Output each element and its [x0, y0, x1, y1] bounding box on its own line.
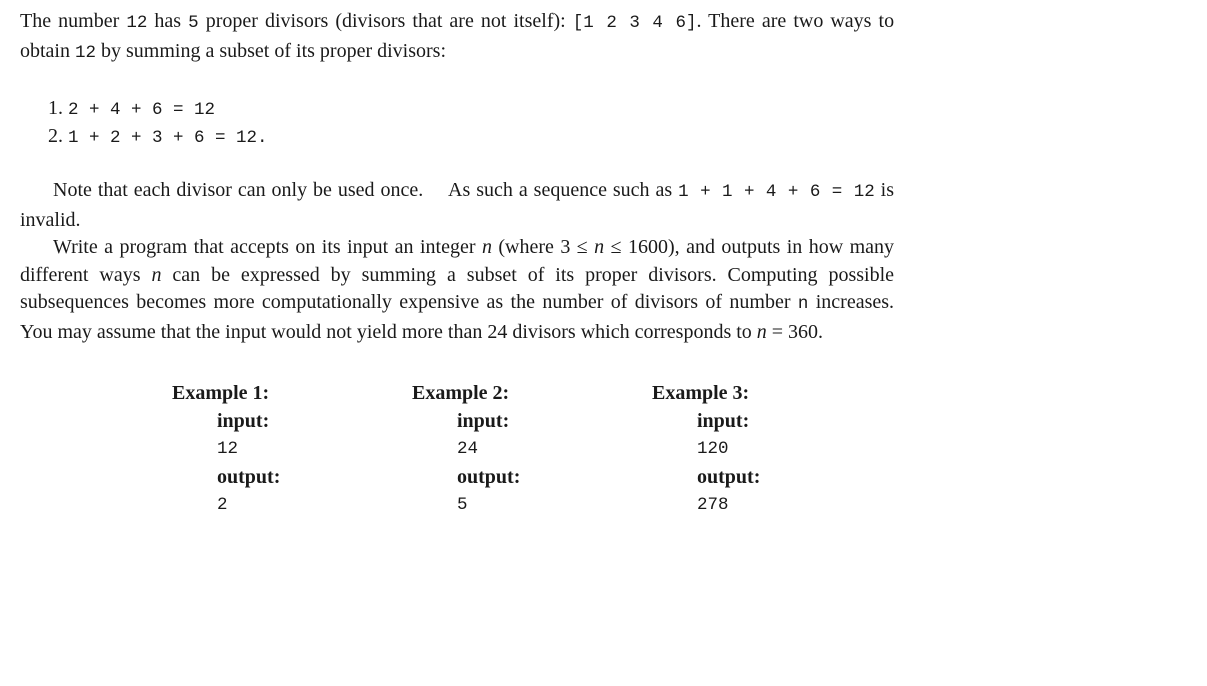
- note-invalid-text: is invalid.: [20, 179, 895, 231]
- input-label: input:: [457, 410, 510, 432]
- task-text-4: can be expressed by summing a subset of its proper divisors. Computing possible subsequences becomes more computationally expensive as the number of divisors of number: [20, 263, 895, 313]
- input-value: 120: [697, 439, 729, 459]
- example-title: Example 1:: [172, 382, 270, 404]
- output-label: output:: [217, 466, 281, 488]
- ways-list: [48, 95, 894, 151]
- math-variable: n: [481, 236, 492, 258]
- example-1: [172, 380, 372, 520]
- intro-text-4: . There are two ways to obtain: [20, 10, 895, 62]
- list-item-expression: 1 + 2 + 3 + 6 = 12.: [68, 128, 268, 148]
- list-item-number: 1.: [48, 97, 63, 119]
- task-text-2: (where 3 ≤: [498, 236, 588, 258]
- intro-text-1: The number: [20, 10, 120, 32]
- task-text-5: increases. You may assume that the input would not yield more than 24 divisors which corresponds to: [20, 291, 895, 343]
- output-label: output:: [457, 466, 521, 488]
- intro-number: 12: [126, 13, 148, 33]
- input-label: input:: [217, 410, 270, 432]
- intro-text-3: proper divisors (divisors that are not itself):: [205, 10, 566, 32]
- mono-variable: n: [797, 294, 809, 314]
- invalid-expression: 1 + 1 + 4 + 6 = 12: [678, 182, 875, 202]
- problem-statement: [20, 8, 895, 515]
- output-value: 278: [697, 495, 729, 515]
- list-item: [48, 123, 894, 151]
- intro-text-5: by summing a subset of its proper divisors:: [101, 39, 446, 62]
- note-text: Note that each divisor can only be used once. As such a sequence such as: [53, 179, 673, 201]
- example-title: Example 2:: [412, 382, 510, 404]
- intro-number-2: 12: [75, 42, 97, 63]
- example-3: [652, 380, 852, 520]
- example-title: Example 3:: [652, 382, 750, 404]
- divisor-count: 5: [188, 13, 199, 33]
- list-item: [48, 95, 894, 123]
- divisor-list: [1 2 3 4 6]: [572, 13, 697, 33]
- examples-section: [20, 380, 894, 530]
- note-paragraph: [20, 177, 894, 234]
- math-variable: n: [594, 236, 605, 258]
- input-label: input:: [697, 410, 750, 432]
- output-value: 5: [457, 495, 468, 515]
- task-paragraph: [20, 234, 894, 346]
- task-text-3: ≤ 1600), and outputs in how many different ways: [20, 236, 895, 286]
- task-text-6: = 360.: [771, 320, 824, 343]
- input-value: 12: [217, 439, 239, 459]
- example-2: [412, 380, 612, 520]
- intro-text-2: has: [154, 10, 182, 32]
- output-value: 2: [217, 495, 228, 515]
- intro-paragraph: [20, 8, 894, 67]
- list-item-number: 2.: [48, 125, 63, 147]
- output-label: output:: [697, 466, 761, 488]
- math-variable: n: [756, 320, 767, 343]
- input-value: 24: [457, 439, 479, 459]
- list-item-expression: 2 + 4 + 6 = 12: [68, 100, 216, 120]
- math-variable: n: [151, 263, 162, 286]
- task-text-1: Write a program that accepts on its input an integer: [53, 236, 476, 258]
